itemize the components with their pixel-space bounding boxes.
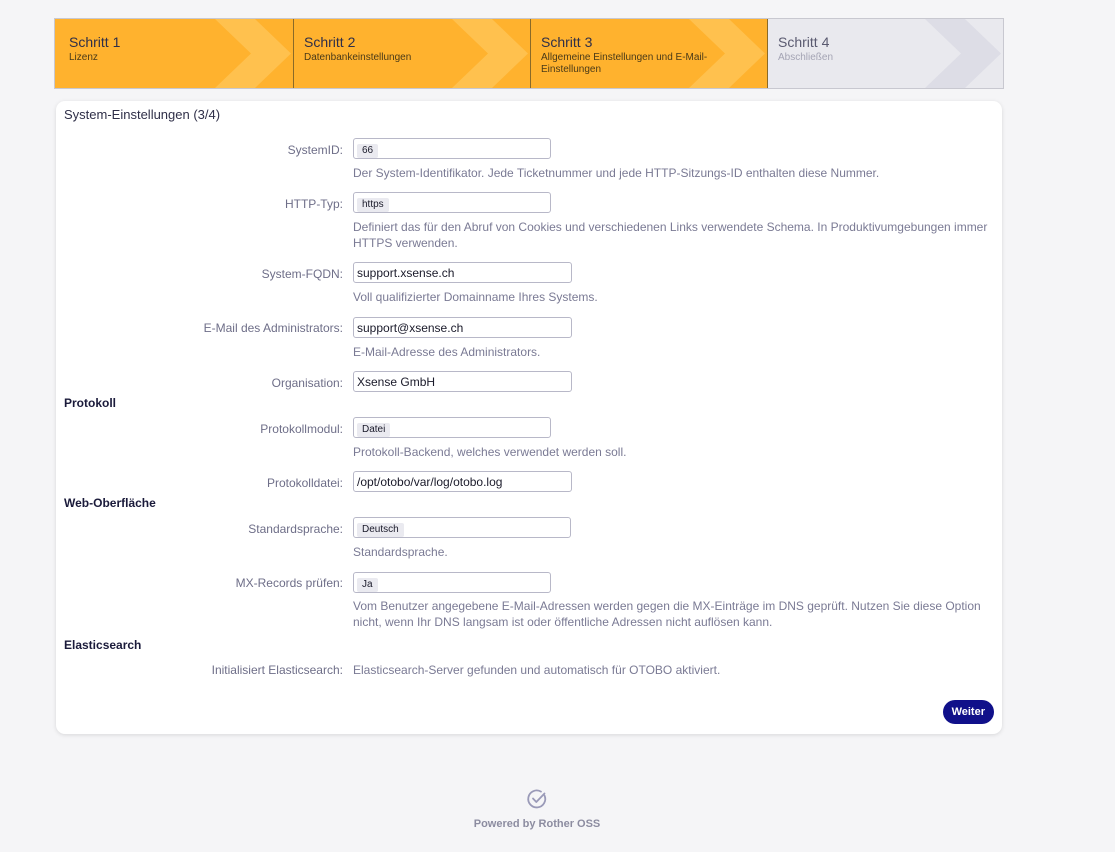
mxcheck-help: Vom Benutzer angegebene E-Mail-Adressen werden gegen die MX-Einträge im DNS geprüft. Nutzen Sie diese Option nicht, wenn Ihr DNS langsam ist oder öffentliche Adressen nicht auflösen kann. xyxy=(353,599,981,629)
logmodule-label: Protokollmodul: xyxy=(260,422,343,436)
wizard-steps xyxy=(54,18,1004,89)
httptype-select[interactable] xyxy=(353,192,551,213)
systemid-help: Der System-Identifikator. Jede Ticketnummer und jede HTTP-Sitzungs-ID enthalten diese Nummer. xyxy=(353,166,880,180)
section-web: Web-Oberfläche xyxy=(64,496,156,510)
step-2 xyxy=(293,19,530,88)
system-settings-card xyxy=(56,101,1002,734)
next-button[interactable]: Weiter xyxy=(943,700,994,724)
httptype-value: https xyxy=(357,198,389,212)
card-title: System-Einstellungen (3/4) xyxy=(64,107,221,122)
step-2-title: Schritt 2 xyxy=(304,34,356,50)
step-2-subtitle: Datenbankeinstellungen xyxy=(304,52,412,63)
systemid-value: 66 xyxy=(357,144,378,158)
language-label: Standardsprache: xyxy=(248,522,343,536)
step-1 xyxy=(55,19,293,88)
logfile-input[interactable]: /opt/otobo/var/log/otobo.log xyxy=(353,471,572,492)
fqdn-label: System-FQDN: xyxy=(261,267,343,281)
adminemail-label: E-Mail des Administrators: xyxy=(203,321,343,335)
step-3-subtitle: Allgemeine Einstellungen und E-Mail-Einstellungen xyxy=(541,52,708,75)
mxcheck-label: MX-Records prüfen: xyxy=(235,576,343,590)
step-1-subtitle: Lizenz xyxy=(69,52,98,63)
organization-label: Organisation: xyxy=(271,376,343,390)
adminemail-help: E-Mail-Adresse des Administrators. xyxy=(353,345,541,359)
httptype-label: HTTP-Typ: xyxy=(284,197,343,211)
mxcheck-value: Ja xyxy=(357,578,378,592)
logmodule-select[interactable] xyxy=(353,417,551,438)
organization-input[interactable]: Xsense GmbH xyxy=(353,371,572,392)
fqdn-input[interactable]: support.xsense.ch xyxy=(353,262,572,283)
step-3-title: Schritt 3 xyxy=(541,34,593,50)
elastic-value: Elasticsearch-Server gefunden und automatisch für OTOBO aktiviert. xyxy=(353,663,721,677)
step-3 xyxy=(530,19,767,88)
check-circle-icon xyxy=(526,788,548,810)
step-4 xyxy=(767,19,1003,88)
systemid-label: SystemID: xyxy=(287,143,343,157)
footer-powered-by[interactable]: Powered by Rother OSS xyxy=(473,818,601,830)
logfile-label: Protokolldatei: xyxy=(266,476,343,490)
fqdn-help: Voll qualifizierter Domainname Ihres Systems. xyxy=(353,290,598,304)
elastic-label: Initialisiert Elasticsearch: xyxy=(211,663,343,677)
adminemail-input[interactable]: support@xsense.ch xyxy=(353,317,572,338)
step-4-title: Schritt 4 xyxy=(778,34,830,50)
step-1-title: Schritt 1 xyxy=(69,34,121,50)
httptype-help: Definiert das für den Abruf von Cookies und verschiedenen Links verwendete Schema. In Produktivumgebungen immer HTTPS verwenden. xyxy=(353,220,988,250)
language-value: Deutsch xyxy=(357,523,404,537)
language-help: Standardsprache. xyxy=(353,545,448,559)
mxcheck-select[interactable] xyxy=(353,572,551,593)
section-log: Protokoll xyxy=(64,396,117,410)
logmodule-help: Protokoll-Backend, welches verwendet werden soll. xyxy=(353,445,627,459)
section-elastic: Elasticsearch xyxy=(64,638,142,652)
step-4-subtitle: Abschließen xyxy=(778,52,834,63)
language-select[interactable] xyxy=(353,517,571,538)
systemid-select[interactable] xyxy=(353,138,551,159)
logmodule-value: Datei xyxy=(357,423,390,437)
